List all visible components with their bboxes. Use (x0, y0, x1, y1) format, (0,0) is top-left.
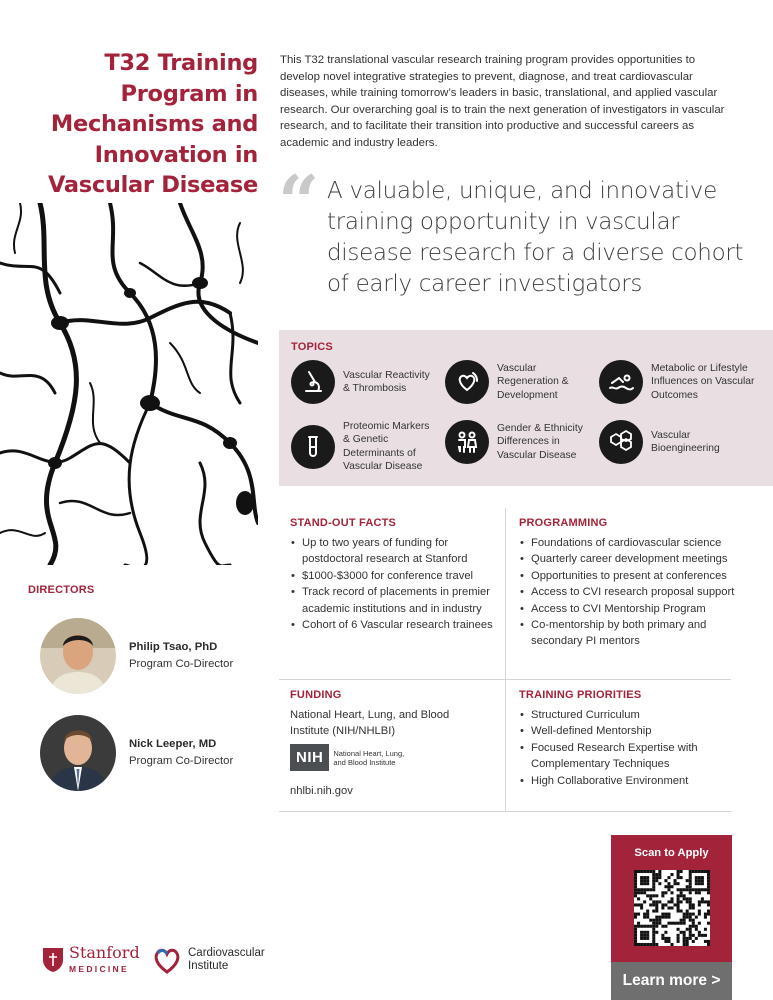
list-item: • Access to CVI Mentorship Program (519, 601, 749, 617)
topic-item (291, 360, 439, 404)
topic-label: Proteomic Markers & Genetic Determinants of Vascular Disease (343, 421, 430, 473)
nih-logo-text: National Heart, Lung, and Blood Institute (333, 748, 405, 767)
list-item: • $1000-$3000 for conference travel (290, 568, 495, 584)
title-line: Program in (120, 80, 258, 107)
grid-divider-horizontal (279, 679, 731, 680)
nih-logo-box: NIH (290, 744, 329, 771)
list-item: • Focused Research Expertise with Complementary Techniques (519, 740, 719, 773)
title-line: T32 Training (104, 50, 258, 76)
list-item: • Access to CVI research proposal support (519, 584, 749, 600)
director-role: Program Co-Director (129, 658, 234, 670)
standout-facts-section (290, 517, 495, 633)
standout-heading: STAND-OUT FACTS (290, 517, 397, 529)
list-item: • Well-defined Mentorship (519, 723, 739, 739)
intro-paragraph: This T32 translational vascular research training program provides opportunities to develop novel integrative strategies to prevent, diagnose, and treat cardiovascular diseases, while training tomorrow’s leaders in basic, translational, and applied vascular research. Our overarching goal is to train the next generation of investigators in vascular research, and to facilitate their transition into productive and successful careers as academic and industry leaders. (280, 54, 725, 149)
priorities-heading: TRAINING PRIORITIES (519, 689, 642, 701)
swimmer-icon (599, 360, 643, 404)
test-tube-icon (291, 425, 335, 469)
learn-more-button[interactable]: Learn more > (611, 962, 732, 1000)
molecule-icon (599, 420, 643, 464)
heart-logo-icon (152, 946, 182, 974)
grid-divider-vertical (505, 508, 506, 812)
avatar (40, 715, 116, 791)
list-item: • Opportunities to present at conferences (519, 568, 749, 584)
medicine-wordmark: MEDICINE (69, 964, 129, 974)
list-item: • Structured Curriculum (519, 707, 739, 723)
microscope-icon (291, 360, 335, 404)
stanford-shield-icon (42, 947, 64, 973)
topic-label: Vascular Regeneration & Development (497, 362, 569, 401)
director-card (40, 715, 233, 791)
scan-label: Scan to Apply (634, 847, 709, 859)
list-item: • Cohort of 6 Vascular research trainees (290, 617, 495, 633)
topic-item (445, 360, 589, 404)
stanford-wordmark: Stanford (69, 943, 140, 962)
title-line: Mechanisms and (50, 111, 258, 137)
list-item: • Co-mentorship by both primary and secondary PI mentors (519, 617, 734, 650)
director-role: Program Co-Director (129, 755, 234, 767)
pull-quote: A valuable, unique, and innovative training opportunity in vascular disease research for a diverse cohort of early career investigators (327, 178, 744, 297)
quote-mark: “ (278, 159, 320, 244)
topic-label: Vascular Bioengineering (651, 429, 720, 454)
nih-logo (290, 744, 413, 771)
topics-panel (279, 330, 773, 486)
page-title (20, 48, 258, 201)
topic-item (599, 420, 751, 464)
title-line: Innovation in (94, 141, 258, 168)
topic-item (445, 420, 593, 464)
topics-heading: TOPICS (291, 341, 333, 353)
directors-heading: DIRECTORS (28, 584, 95, 596)
funding-heading: FUNDING (290, 689, 342, 701)
list-item: • Track record of placements in premier academic institutions and in industry (290, 584, 495, 617)
people-icon (445, 420, 489, 464)
list-item: • Up to two years of funding for postdoctoral research at Stanford (290, 535, 495, 568)
topic-label: Gender & Ethnicity Differences in Vascular Disease (497, 422, 583, 461)
topic-item (291, 420, 435, 474)
topic-item (599, 360, 763, 404)
list-item: • Foundations of cardiovascular science (519, 535, 749, 551)
cvi-wordmark-line: Cardiovascular (188, 947, 265, 959)
topic-label: Metabolic or Lifestyle Influences on Vascular Outcomes (651, 362, 755, 401)
funding-section (290, 689, 490, 740)
grid-divider-horizontal (279, 811, 731, 812)
heart-regeneration-icon (445, 360, 489, 404)
vascular-network-image (0, 203, 258, 565)
cardiovascular-institute-logo (152, 946, 265, 974)
programming-heading: PROGRAMMING (519, 517, 608, 529)
funding-link[interactable]: nhlbi.nih.gov (290, 785, 353, 797)
vascular-network-illustration (0, 203, 258, 565)
training-priorities-section (519, 689, 739, 789)
list-item: • Quarterly career development meetings (519, 551, 749, 567)
director-name: Nick Leeper, MD (129, 738, 217, 750)
avatar (40, 618, 116, 694)
cvi-wordmark-line: Institute (188, 960, 229, 972)
director-card (40, 618, 233, 694)
director-name: Philip Tsao, PhD (129, 641, 218, 653)
list-item: • High Collaborative Environment (519, 773, 739, 789)
programming-section (519, 517, 749, 650)
stanford-medicine-logo (42, 945, 140, 974)
title-line: Vascular Disease (47, 172, 258, 198)
funding-text: National Heart, Lung, and Blood Institute (NIH/NHLBI) (290, 709, 450, 738)
qr-code[interactable] (634, 870, 710, 946)
topic-label: Vascular Reactivity & Thrombosis (343, 369, 430, 394)
